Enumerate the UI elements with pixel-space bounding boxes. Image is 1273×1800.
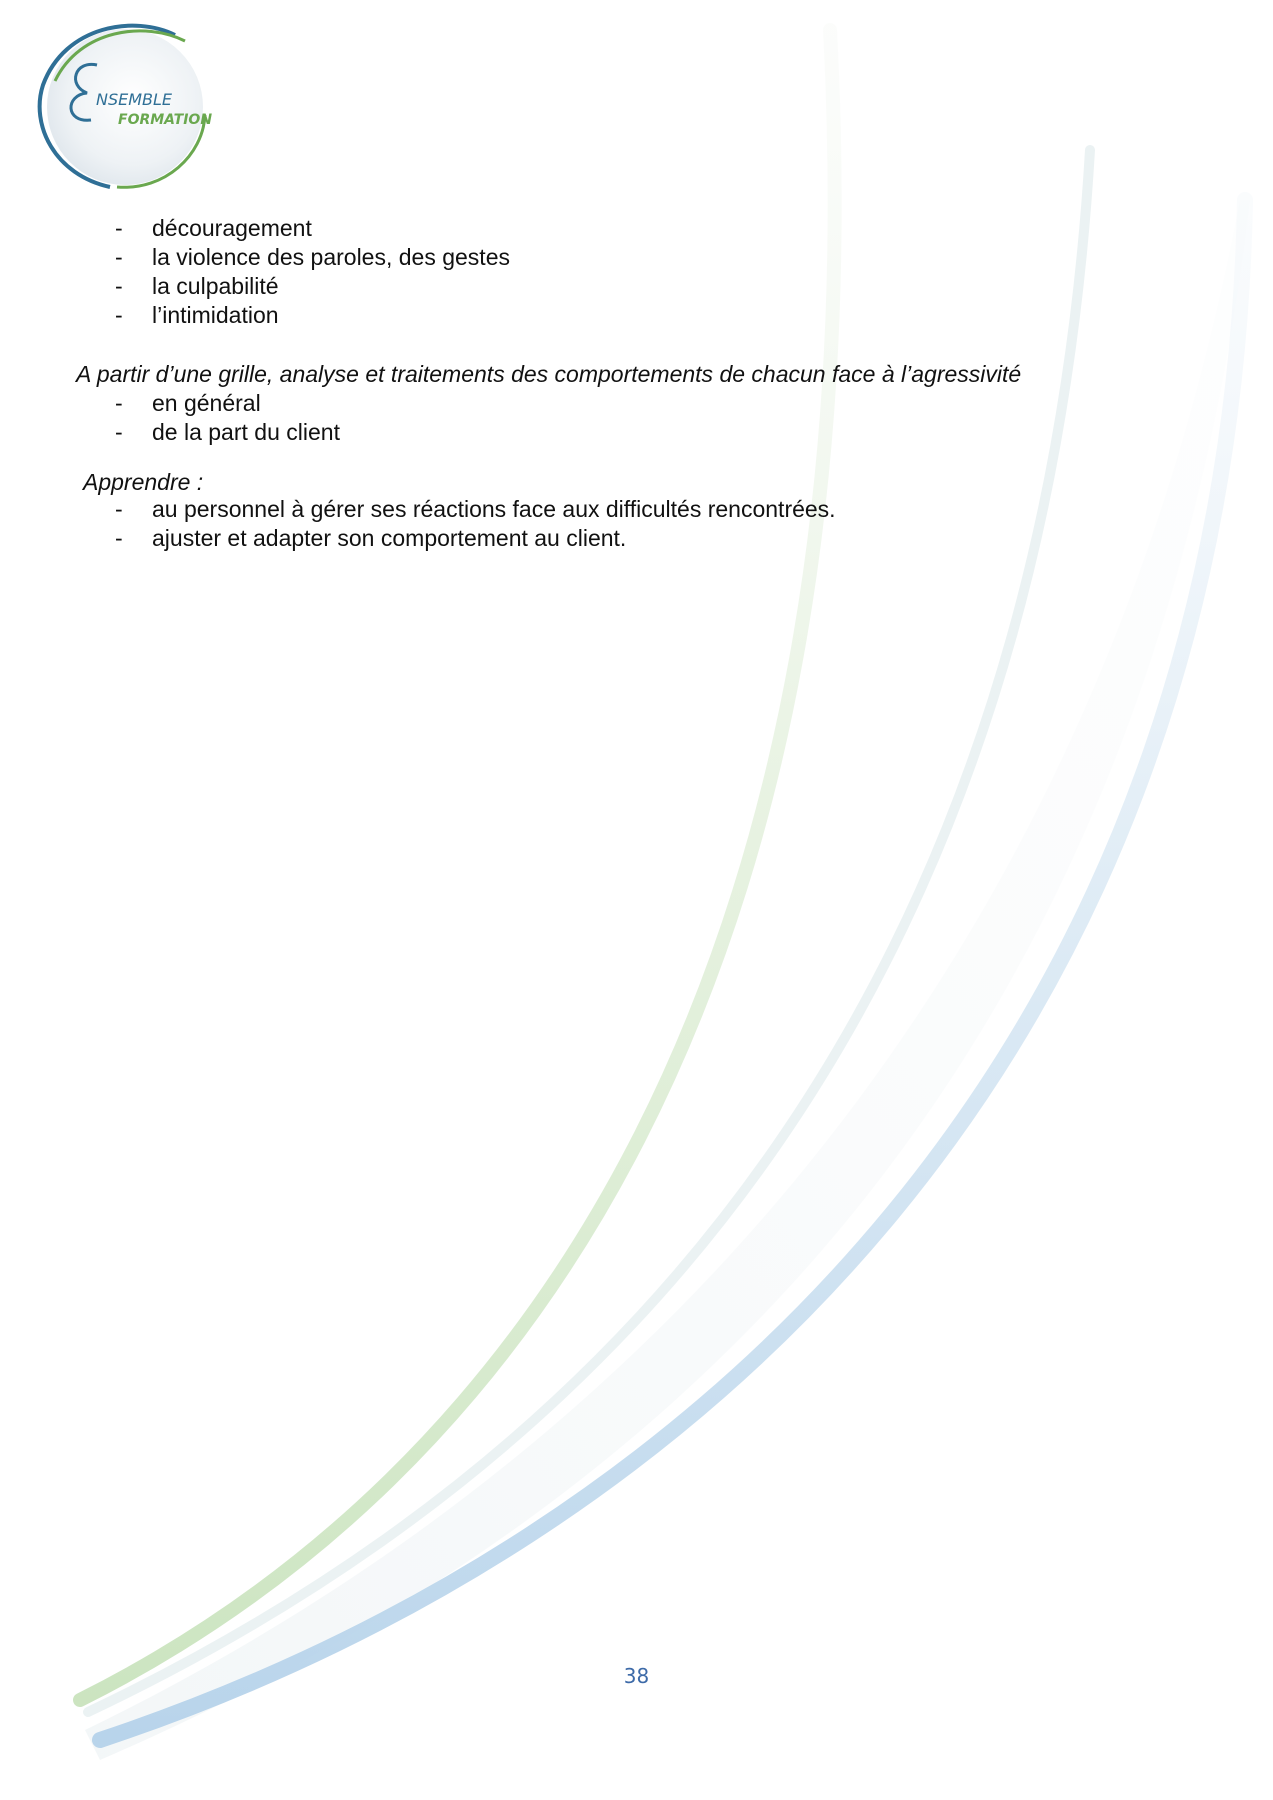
svg-text:FORMATION: FORMATION	[118, 112, 213, 128]
list-item-text: en général	[152, 390, 261, 416]
list-item	[115, 524, 836, 553]
list-item-text: au personnel à gérer ses réactions face aux difficultés rencontrées.	[152, 496, 836, 522]
list-item-text: la culpabilité	[152, 273, 279, 299]
list-dash: -	[115, 215, 123, 241]
list-dash: -	[115, 273, 123, 299]
list-dash: -	[115, 525, 123, 551]
list-item	[115, 495, 836, 524]
page-number: 38	[623, 1664, 650, 1688]
svg-text:NSEMBLE: NSEMBLE	[96, 90, 173, 109]
list-item	[115, 301, 510, 330]
list-item-text: découragement	[152, 215, 312, 241]
behaviour-list	[115, 389, 340, 447]
list-item-text: l’intimidation	[152, 302, 279, 328]
list-item-text: ajuster et adapter son comportement au client.	[152, 525, 627, 551]
grid-analysis-heading: A partir d’une grille, analyse et traitements des comportements de chacun face à l’agressivité	[76, 361, 1022, 387]
consequences-list	[115, 214, 510, 330]
list-dash: -	[115, 496, 123, 522]
learning-objectives-list	[115, 495, 836, 553]
list-item-text: de la part du client	[152, 419, 340, 445]
list-item	[115, 214, 510, 243]
list-item	[115, 272, 510, 301]
list-dash: -	[115, 419, 123, 445]
learn-heading: Apprendre :	[83, 469, 204, 495]
list-dash: -	[115, 302, 123, 328]
list-item	[115, 243, 510, 272]
list-dash: -	[115, 390, 123, 416]
list-item-text: la violence des paroles, des gestes	[152, 244, 510, 270]
list-dash: -	[115, 244, 123, 270]
list-item	[115, 389, 340, 418]
list-item	[115, 418, 340, 447]
